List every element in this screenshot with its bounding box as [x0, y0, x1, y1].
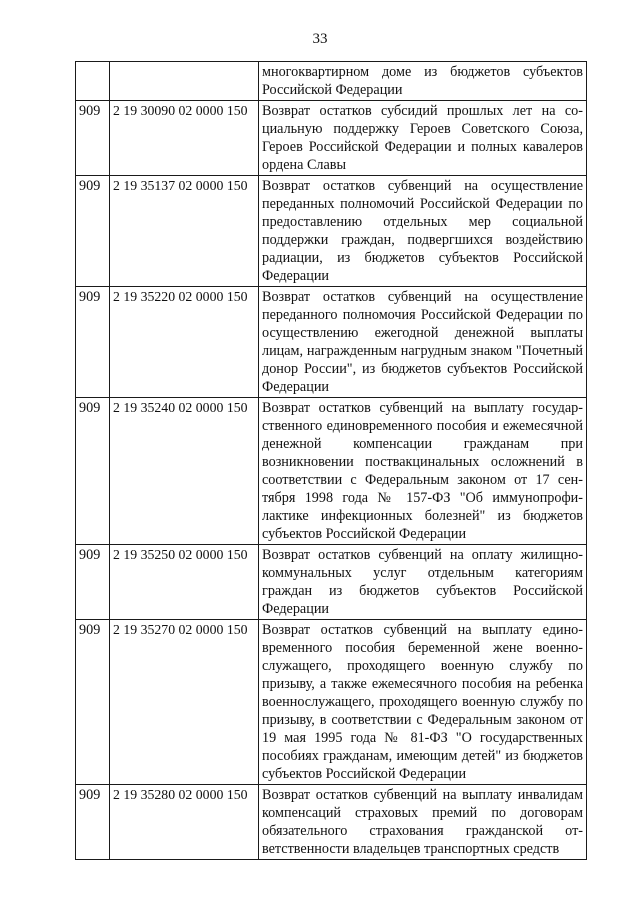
budget-classification-table	[75, 61, 587, 860]
budget-code-cell: 2 19 35250 02 0000 150	[110, 545, 259, 620]
admin-code-cell: 909	[76, 398, 110, 545]
page-number: 33	[312, 31, 328, 47]
budget-code-cell: 2 19 30090 02 0000 150	[110, 101, 259, 176]
admin-code-cell: 909	[76, 785, 110, 860]
description-cell: Возврат остатков субвенций на выплату государственного единовременного пособия и ежемесячной денежной компенсации гражданам при возникновении поствакцинальных осложнений в соответствии с Федеральным законом от 17 сентября 1998 года № 157-ФЗ "Об иммунопрофилактике инфекционных болезней" из бюджетов субъектов Российской Федерации	[259, 398, 587, 545]
budget-code-cell: 2 19 35280 02 0000 150	[110, 785, 259, 860]
admin-code-cell	[76, 62, 110, 101]
table-row	[76, 176, 587, 287]
admin-code-cell: 909	[76, 545, 110, 620]
description-cell: Возврат остатков субвенций на осуществление переданных полномочий Российской Федерации по предоставлению отдельных мер социальной поддержки граждан, подвергшихся воздействию радиации, из бюджетов субъектов Российской Федерации	[259, 176, 587, 287]
description-cell: Возврат остатков субвенций на осуществление переданного полномочия Российской Федерации по осуществлению ежегодной денежной выплаты лицам, награжденным нагрудным знаком "Почетный донор России", из бюджетов субъектов Российской Федерации	[259, 287, 587, 398]
admin-code-cell: 909	[76, 101, 110, 176]
description-cell: многоквартирном доме из бюджетов субъектов Российской Федерации	[259, 62, 587, 101]
admin-code-cell: 909	[76, 176, 110, 287]
budget-code-cell: 2 19 35220 02 0000 150	[110, 287, 259, 398]
description-cell: Возврат остатков субвенций на выплату инвалидам компенсаций страховых премий по договорам обязательного страхования гражданской ответственности владельцев транспортных средств	[259, 785, 587, 860]
table-row	[76, 785, 587, 860]
budget-code-cell: 2 19 35240 02 0000 150	[110, 398, 259, 545]
budget-code-cell	[110, 62, 259, 101]
admin-code-cell: 909	[76, 620, 110, 785]
budget-code-cell: 2 19 35137 02 0000 150	[110, 176, 259, 287]
table-row	[76, 545, 587, 620]
table-row	[76, 101, 587, 176]
table-row	[76, 620, 587, 785]
admin-code-cell: 909	[76, 287, 110, 398]
budget-code-cell: 2 19 35270 02 0000 150	[110, 620, 259, 785]
table-row	[76, 62, 587, 101]
description-cell: Возврат остатков субвенций на оплату жилищно-коммунальных услуг отдельным категориям граждан из бюджетов субъектов Российской Федерации	[259, 545, 587, 620]
table-row	[76, 398, 587, 545]
table-row	[76, 287, 587, 398]
description-cell: Возврат остатков субсидий прошлых лет на социальную поддержку Героев Советского Союза, Героев Российской Федерации и полных кавалеров ордена Славы	[259, 101, 587, 176]
description-cell: Возврат остатков субвенций на выплату единовременного пособия беременной жене военнослужащего, проходящего военную службу по призыву, а также ежемесячного пособия на ребенка военнослужащего, проходящего военную службу по призыву, в соответствии с Федеральным законом от 19 мая 1995 года № 81-ФЗ "О государственных пособиях гражданам, имеющим детей" из бюджетов субъектов Российской Федерации	[259, 620, 587, 785]
